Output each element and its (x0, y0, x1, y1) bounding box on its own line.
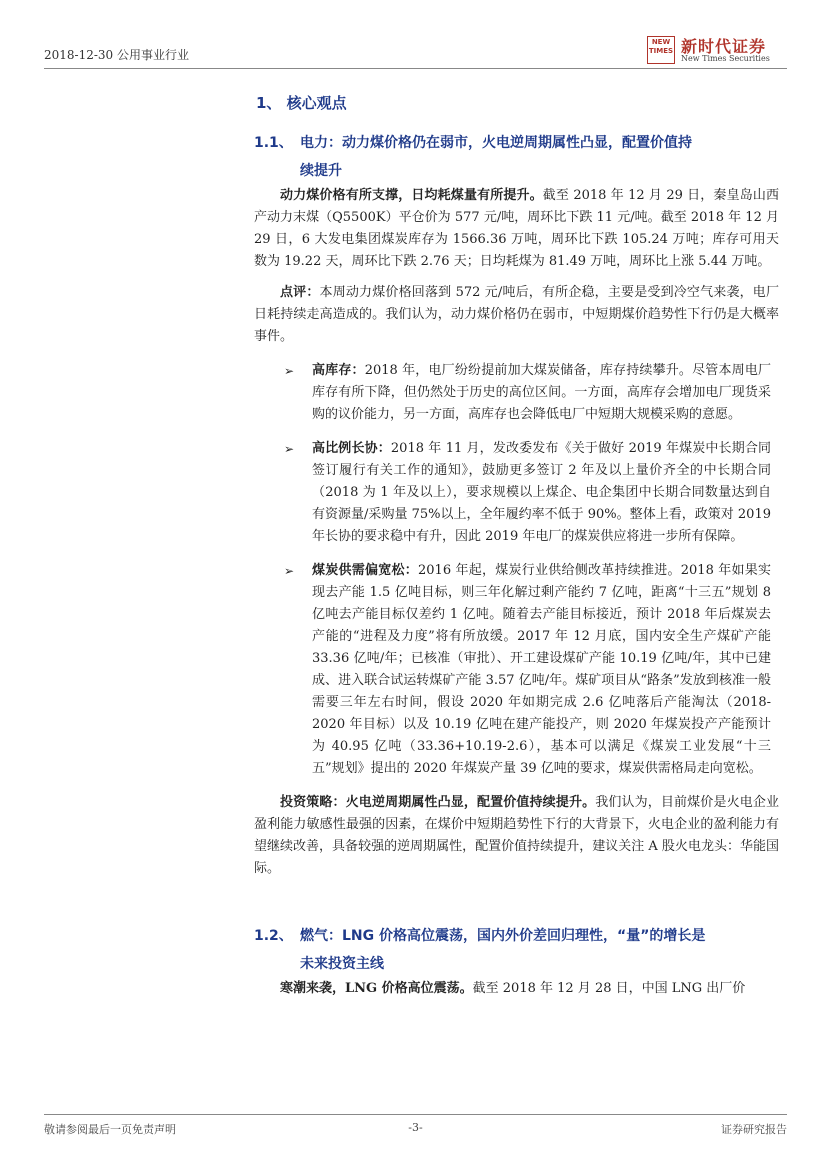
list-item (254, 560, 779, 780)
list-item (254, 438, 779, 548)
paragraph-text: 我们认为，目前煤价是火电企业盈利能力敏感性最强的因素，在煤价中短期趋势性下行的大背景下，火电企业的盈利能力有望继续改善，具备较强的逆周期属性，配置价值持续提升，建议关注 A 股火电龙头：华能国际。 (254, 795, 779, 876)
subsection-title-line2: 未来投资主线 (300, 956, 384, 972)
page-footer (44, 1114, 787, 1135)
paragraph-lead: 寒潮来袭，LNG 价格高位震荡。 (280, 981, 473, 996)
subsection-number: 1.1、 (254, 135, 293, 151)
bullet-text: 2016 年起，煤炭行业供给侧改革持续推进。2018 年如果实现去产能 1.5 亿吨目标，则三年化解过剩产能约 7 亿吨，距离“十三五”规划 8 亿吨去产能目标仅差约 1 亿吨。随着去产能目标接近，预计 2018 年后煤炭去产能的“进程及力度”将有所放缓。2017 年 12 月底，国内安全生产煤矿产能 33.36 亿吨/年；已核准（审批）、开工建设煤矿产能 10.19 亿吨/年，其中已建成、进入联合试运转煤矿产能 3.57 亿吨/年。煤矿项目从“路条”发放到核准一般需要三年左右时间，假设 2020 年如期完成 2.6 亿吨落后产能淘汰（2018-2020 年目标）以及 10.19 亿吨在建产能投产，则 2020 年煤炭投产产能预计为 40.95 亿吨（33.36+10.19-2.6），基本可以满足《煤炭工业发展“十三五”规划》提出的 2020 年煤炭产量 39 亿吨的要求，煤炭供需格局走向宽松。 (312, 563, 771, 776)
list-item (254, 360, 779, 426)
logo-subtitle: New Times Securities (681, 54, 770, 63)
subsection-number: 1.2、 (254, 928, 293, 944)
bullet-lead: 高库存： (312, 363, 365, 378)
paragraph-lead: 动力煤价格有所支撑，日均耗煤量有所提升。 (280, 188, 543, 203)
paragraph-text: 截至 2018 年 12 月 28 日，中国 LNG 出厂价 (472, 981, 746, 996)
paragraph-lng (254, 978, 779, 1000)
paragraph-text: 本周动力煤价格回落到 572 元/吨后，有所企稳，主要是受到冷空气来袭，电厂日耗持续走高造成的。我们认为，动力煤价格仍在弱市，中短期煤价趋势性下行仍是大概率事件。 (254, 285, 779, 344)
logo-mark-icon: NEW TIMES (647, 36, 675, 64)
paragraph-text: 截至 2018 年 12 月 29 日，秦皇岛山西产动力末煤（Q5500K）平仓价为 577 元/吨，周环比下跌 11 元/吨。截至 2018 年 12 月 29 日，6 大发电集团煤炭库存为 1566.36 万吨，周环比下跌 105.24 万吨；库存可用天数为 19.22 天，周环比下跌 2.76 天；日均耗煤为 81.49 万吨，周环比上涨 5.44 万吨。 (254, 188, 779, 269)
paragraph-coal-price (254, 185, 779, 273)
paragraph-comment (254, 282, 779, 348)
page-number: -3- (408, 1121, 423, 1134)
main-content (254, 80, 779, 1000)
bullet-lead: 煤炭供需偏宽松： (312, 563, 419, 578)
company-logo (647, 34, 787, 68)
footer-disclaimer: 敬请参阅最后一页免责声明 (44, 1123, 176, 1136)
subsection-title-line1: 电力：动力煤价格仍在弱市，火电逆周期属性凸显，配置价值持 (300, 135, 692, 151)
section-title-core-views: 1、 核心观点 (256, 94, 347, 112)
subsection-title-power (254, 129, 779, 185)
header-date-industry: 2018-12-30 公用事业行业 (44, 48, 190, 62)
subsection-title-gas (254, 922, 779, 978)
paragraph-strategy (254, 792, 779, 880)
arrow-bullet-icon: ➢ (284, 442, 295, 456)
page-header (44, 37, 787, 69)
bullet-list (254, 360, 779, 780)
bullet-lead: 高比例长协： (312, 441, 391, 456)
paragraph-lead: 投资策略：火电逆周期属性凸显，配置价值持续提升。 (280, 795, 596, 810)
arrow-bullet-icon: ➢ (284, 564, 295, 578)
paragraph-lead: 点评： (280, 285, 320, 300)
subsection-title-line2: 续提升 (300, 163, 342, 179)
bullet-text: 2018 年 11 月，发改委发布《关于做好 2019 年煤炭中长期合同签订履行有关工作的通知》，鼓励更多签订 2 年及以上量价齐全的中长期合同（2018 为 1 年及以上），要求规模以上煤企、电企集团中长期合同数量达到自有资源量/采购量 75%以上，全年履约率不低于 90%。整体上看，政策对 2019 年长协的要求稳中有升，因此 2019 年电厂的煤炭供应将进一步所有保障。 (312, 441, 771, 544)
footer-report-type: 证券研究报告 (721, 1123, 787, 1136)
arrow-bullet-icon: ➢ (284, 364, 295, 378)
logo-name: 新时代证券 (681, 37, 767, 56)
subsection-title-line1: 燃气：LNG 价格高位震荡，国内外价差回归理性，“量”的增长是 (300, 928, 706, 944)
bullet-text: 2018 年，电厂纷纷提前加大煤炭储备，库存持续攀升。尽管本周电厂库存有所下降，但仍然处于历史的高位区间。一方面，高库存会增加电厂现货采购的议价能力，另一方面，高库存也会降低电厂中短期大规模采购的意愿。 (312, 363, 771, 422)
